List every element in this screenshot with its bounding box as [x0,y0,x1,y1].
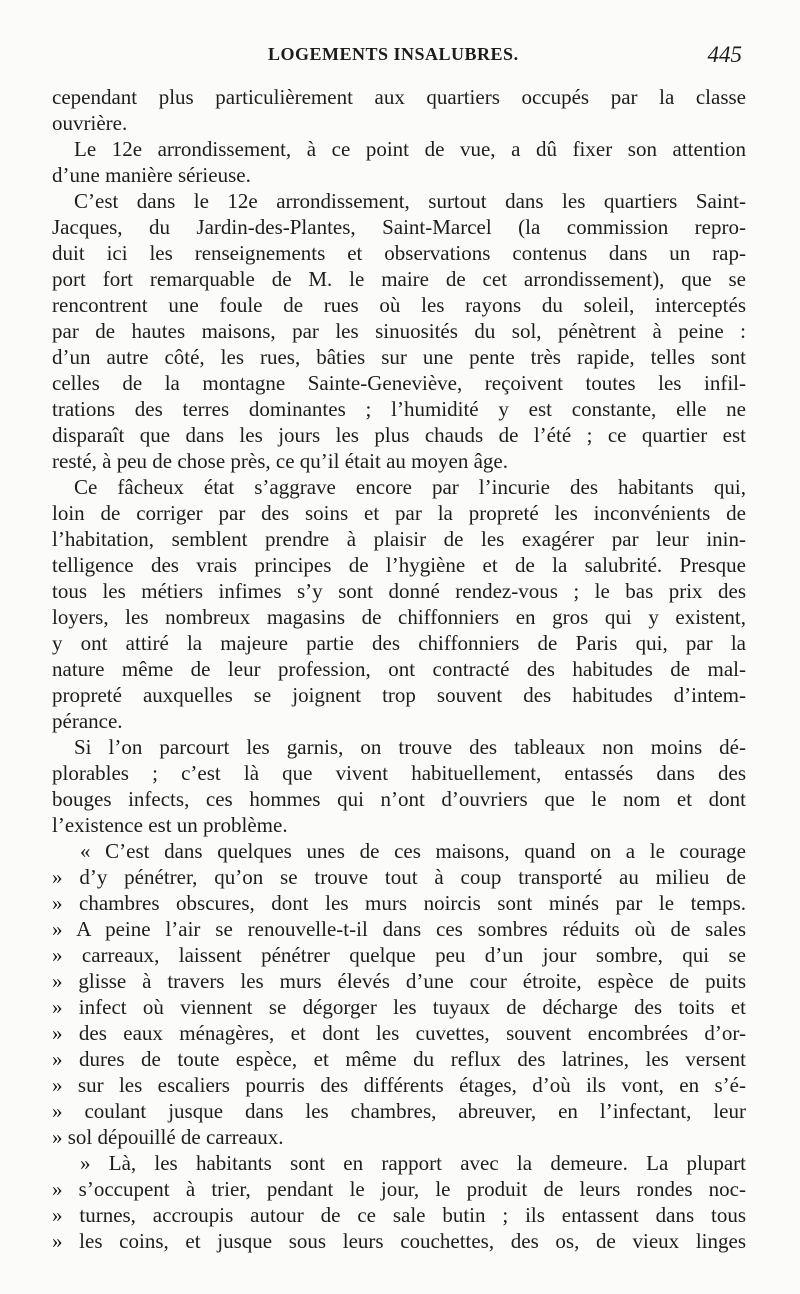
text-line: » glisse à travers les murs élevés d’une cour étroite, espèce de puits [52,969,746,993]
text-line: » carreaux, laissent pénétrer quelque peu d’un jour sombre, qui se [52,943,746,967]
text-line: » infect où viennent se dégorger les tuyaux de décharge des toits et [52,995,746,1019]
running-head: LOGEMENTS INSALUBRES. [268,44,519,64]
text-line: Si l’on parcourt les garnis, on trouve des tableaux non moins dé- [74,735,746,759]
text-line: » coulant jusque dans les chambres, abreuver, en l’infectant, leur [52,1099,746,1123]
text-line: celles de la montagne Sainte-Geneviève, reçoivent toutes les infil- [52,371,746,395]
text-line: nature même de leur profession, ont contracté des habitudes de mal- [52,657,746,681]
text-line: bouges infects, ces hommes qui n’ont d’ouvriers que le nom et dont [52,787,746,811]
text-line: l’habitation, semblent prendre à plaisir de les exagérer par leur inin- [52,527,746,551]
text-line: port fort remarquable de M. le maire de cet arrondissement), que se [52,267,746,291]
page-number: 445 [707,42,742,67]
text-line: » s’occupent à trier, pendant le jour, le produit de leurs rondes noc- [52,1177,746,1201]
text-line: » A peine l’air se renouvelle-t-il dans ces sombres réduits où de sales [52,917,746,941]
text-line: propreté auxquelles se joignent trop souvent des habitudes d’intem- [52,683,746,707]
text-line: » des eaux ménagères, et dont les cuvettes, souvent encombrées d’or- [52,1021,746,1045]
page-header [0,44,800,72]
text-line: plorables ; c’est là que vivent habituellement, entassés dans des [52,761,746,785]
text-line: » sur les escaliers pourris des différents étages, d’où ils vont, en s’é- [52,1073,746,1097]
text-line: loin de corriger par des soins et par la propreté les inconvénients de [52,501,746,525]
text-line: y ont attiré la majeure partie des chiffonniers de Paris qui, par la [52,631,746,655]
text-line: Le 12e arrondissement, à ce point de vue, a dû fixer son attention [74,137,746,161]
text-line: pérance. [52,709,123,733]
text-line: cependant plus particulièrement aux quartiers occupés par la classe [52,85,746,109]
text-line: disparaît que dans les jours les plus chauds de l’été ; ce quartier est [52,423,746,447]
text-line: Ce fâcheux état s’aggrave encore par l’incurie des habitants qui, [74,475,746,499]
text-line: » sol dépouillé de carreaux. [52,1125,284,1149]
text-line: » turnes, accroupis autour de ce sale butin ; ils entassent dans tous [52,1203,746,1227]
text-line: loyers, les nombreux magasins de chiffonniers en gros qui y existent, [52,605,746,629]
text-line: d’un autre côté, les rues, bâties sur une pente très rapide, telles sont [52,345,746,369]
text-line: ouvrière. [52,111,128,135]
text-line: d’une manière sérieuse. [52,163,251,187]
body-text [52,84,746,1254]
text-line: par de hautes maisons, par les sinuosités du sol, pénètrent à peine : [52,319,746,343]
text-line: » chambres obscures, dont les murs noircis sont minés par le temps. [52,891,746,915]
text-line: tous les métiers infimes s’y sont donné rendez-vous ; le bas prix des [52,579,746,603]
text-line: » Là, les habitants sont en rapport avec la demeure. La plupart [80,1151,746,1175]
text-line: duit ici les renseignements et observations contenus dans un rap- [52,241,746,265]
text-line: rencontrent une foule de rues où les rayons du soleil, interceptés [52,293,746,317]
text-line: » les coins, et jusque sous leurs couchettes, des os, de vieux linges [52,1229,746,1253]
text-line: resté, à peu de chose près, ce qu’il était au moyen âge. [52,449,508,473]
text-line: trations des terres dominantes ; l’humidité y est constante, elle ne [52,397,746,421]
text-line: C’est dans le 12e arrondissement, surtout dans les quartiers Saint- [74,189,746,213]
text-line: « C’est dans quelques unes de ces maisons, quand on a le courage [80,839,746,863]
text-line: l’existence est un problème. [52,813,288,837]
text-line: Jacques, du Jardin-des-Plantes, Saint-Marcel (la commission repro- [52,215,746,239]
text-line: telligence des vrais principes de l’hygiène et de la salubrité. Presque [52,553,746,577]
text-line: » d’y pénétrer, qu’on se trouve tout à coup transporté au milieu de [52,865,746,889]
text-line: » dures de toute espèce, et même du reflux des latrines, les versent [52,1047,746,1071]
